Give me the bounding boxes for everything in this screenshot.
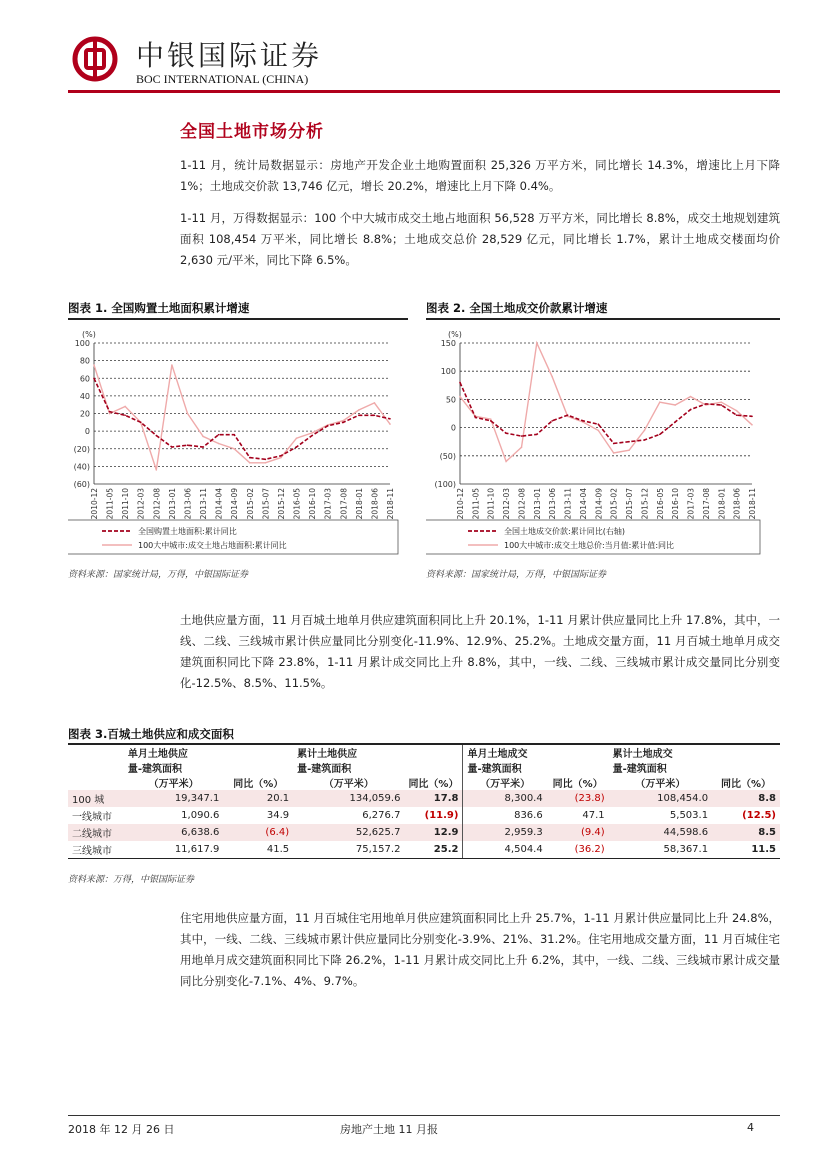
table-cell: (9.4): [547, 824, 609, 841]
x-tick-label: 2010-12: [456, 488, 465, 520]
y-tick-label: (40): [73, 462, 90, 472]
data-point: [659, 401, 661, 403]
data-point: [140, 422, 142, 424]
table-header-cell: 累计土地成交: [612, 749, 673, 760]
table-cell: 58,367.1: [609, 841, 712, 859]
y-tick-label: 100: [74, 339, 90, 348]
x-tick-label: 2011-10: [486, 488, 496, 520]
series-line: [460, 343, 752, 461]
data-point: [674, 421, 676, 423]
data-point: [311, 435, 313, 437]
x-tick-label: 2016-10: [671, 488, 681, 520]
table-header-cell: 同比（%）: [233, 779, 284, 790]
x-tick-label: 2017-03: [323, 488, 333, 520]
series-line: [94, 365, 390, 470]
brand-name-en: BOC INTERNATIONAL (CHINA): [136, 72, 309, 86]
y-tick-label: 80: [79, 356, 90, 366]
data-point: [233, 434, 235, 436]
x-tick-label: 2010-12: [90, 488, 99, 520]
data-point: [280, 457, 282, 459]
data-point: [342, 420, 344, 422]
data-point: [358, 414, 360, 416]
data-point: [124, 406, 126, 408]
table-header-cell: 同比（%）: [721, 779, 772, 790]
data-point: [311, 432, 313, 434]
figure-3-source: 资料来源：万得，中银国际证券: [68, 875, 195, 885]
data-point: [280, 455, 282, 457]
figure-2-source: 资料来源：国家统计局，万得，中银国际证券: [426, 570, 607, 580]
y-tick-label: 100: [440, 367, 456, 377]
table-cell: 108,454.0: [609, 790, 712, 807]
data-point: [521, 447, 523, 449]
data-point: [690, 409, 692, 411]
x-tick-label: 2016-10: [308, 488, 318, 520]
table-header-cell: 量-建筑面积: [297, 764, 352, 775]
data-point: [628, 449, 630, 451]
legend-label: 100大中城市:成交土地总价:当月值:累计值:同比: [504, 541, 675, 550]
figure-1-rule: [68, 318, 408, 320]
table-header-cell: 同比（%）: [552, 779, 603, 790]
table-header-cell: [404, 745, 463, 760]
table-cell: 2,959.3: [463, 824, 547, 841]
row-label: 三线城市: [68, 841, 124, 859]
data-point: [490, 418, 492, 420]
data-point: [374, 414, 376, 416]
data-point: [459, 396, 461, 398]
data-point: [249, 462, 251, 464]
data-point: [233, 448, 235, 450]
table-cell: 11,617.9: [124, 841, 223, 859]
figure-1-caption: 图表 1. 全国购置土地面积累计增速: [68, 301, 250, 315]
x-tick-label: 2016-05: [292, 488, 302, 520]
table-cell: 134,059.6: [293, 790, 404, 807]
figure-3-caption: 图表 3.百城土地供应和成交面积: [68, 727, 234, 741]
table-header-cell: 同比（%）: [408, 779, 459, 790]
data-point: [536, 434, 538, 436]
data-point: [598, 423, 600, 425]
y-tick-label: (20): [73, 444, 90, 454]
x-tick-label: 2013-01: [167, 488, 177, 520]
paragraph-2: 1-11 月，万得数据显示：100 个中大城市成交土地占地面积 56,528 万平方米，同比增长 8.8%，成交土地规划建筑面积 108,454 万平米，同比增长 8.8%；土地成交总价 28,529 亿元，同比增长 1.7%，累计土地成交楼面均价 2,630 元/平米，同比下降 6.5%。: [180, 211, 780, 267]
x-tick-label: 2018-01: [717, 488, 727, 520]
x-tick-label: 2011-05: [105, 488, 115, 520]
data-point: [551, 376, 553, 378]
table-header-row: [68, 745, 780, 760]
x-tick-label: 2018-01: [354, 488, 364, 520]
x-tick-label: 2018-11: [748, 488, 757, 520]
x-tick-label: 2012-08: [152, 488, 162, 520]
table-row: [68, 790, 780, 807]
x-tick-label: 2017-03: [686, 488, 696, 520]
table-header-row: [68, 775, 780, 790]
data-point: [720, 404, 722, 406]
data-point: [265, 462, 267, 464]
x-tick-label: 2015-12: [276, 488, 286, 520]
data-point: [265, 459, 267, 461]
table-cell: 20.1: [223, 790, 293, 807]
x-tick-label: 2014-04: [578, 488, 588, 520]
data-point: [720, 401, 722, 403]
table-cell: 75,157.2: [293, 841, 404, 859]
table-header-cell: 量-建筑面积: [612, 764, 667, 775]
table-cell: 1,090.6: [181, 810, 220, 821]
chart-2: [426, 322, 780, 562]
legend-label: 100大中城市:成交土地占地面积:累计同比: [138, 541, 287, 550]
y-tick-label: 0: [450, 423, 456, 433]
data-point: [296, 437, 298, 439]
x-tick-label: 2013-11: [199, 488, 209, 520]
data-point: [567, 414, 569, 416]
table-cell: 52,625.7: [293, 824, 404, 841]
data-point: [109, 411, 111, 413]
chart-1: [68, 322, 408, 562]
x-tick-label: 2013-01: [532, 488, 542, 520]
row-label: 一线城市: [72, 812, 112, 823]
x-tick-label: 2014-04: [214, 488, 224, 520]
legend-label: 全国购置土地面积:累计同比: [138, 527, 237, 536]
legend-label: 全国土地成交价款:累计同比(右轴): [504, 527, 625, 536]
data-point: [202, 446, 204, 448]
data-point: [644, 430, 646, 432]
table-cell: (23.8): [547, 790, 609, 807]
table-header-cell: （万平米）: [148, 779, 199, 790]
section-title: 全国土地市场分析: [180, 122, 324, 142]
data-point: [598, 430, 600, 432]
data-point: [505, 432, 507, 434]
y-tick-label: (60): [73, 480, 90, 489]
header-rule: [68, 90, 780, 93]
data-point: [674, 404, 676, 406]
table-cell: 5,503.1: [669, 810, 709, 821]
paragraph-4: 住宅用地供应量方面，11 月百城住宅用地单月供应建筑面积同比上升 25.7%，1-11 月累计供应量同比上升 24.8%，其中，一线、二线、三线城市累计供应量同比分别变化-3.9%、21%、31.2%。住宅用地成交量方面，11 月百城住宅用地单月成交建筑面积同比下降 26.2%，1-11 月累计成交同比上升 6.2%，其中，一线、二线、三线城市累计成交量同比分别变化-7.1%、4%、9.7%。: [180, 911, 780, 988]
table-header-cell: [223, 760, 293, 775]
data-point: [109, 413, 111, 415]
y-axis-unit: (%): [448, 330, 462, 339]
x-tick-label: 2013-06: [183, 488, 193, 520]
table-cell: (11.9): [424, 810, 459, 821]
data-point: [249, 457, 251, 459]
data-point: [475, 417, 477, 419]
table-header-cell: （万平米）: [463, 775, 547, 790]
table-header-cell: [68, 760, 124, 775]
data-point: [751, 416, 753, 418]
table-cell: 17.8: [404, 790, 463, 807]
table-cell: 8.5: [712, 824, 780, 841]
x-tick-label: 2011-05: [471, 488, 481, 520]
x-tick-label: 2012-03: [136, 488, 146, 520]
page-number: 4: [747, 1121, 754, 1134]
land-supply-table: [68, 745, 780, 859]
table-header-cell: [223, 745, 293, 760]
table-cell: (12.5): [742, 810, 776, 821]
y-tick-label: (50): [439, 451, 456, 461]
data-point: [644, 439, 646, 441]
row-label: 二线城市: [68, 824, 124, 841]
table-header-cell: [68, 775, 124, 790]
table-cell: 8,300.4: [463, 790, 547, 807]
table-row: [68, 824, 780, 841]
table-row: [68, 841, 780, 859]
data-point: [736, 410, 738, 412]
table-header-cell: 单月土地成交: [463, 745, 547, 760]
y-tick-label: 0: [84, 427, 90, 437]
table-cell: 836.6: [463, 807, 547, 824]
data-point: [582, 420, 584, 422]
table-header-row: [68, 760, 780, 775]
data-point: [171, 446, 173, 448]
table-cell: 25.2: [404, 841, 463, 859]
data-point: [342, 422, 344, 424]
y-tick-label: 150: [440, 339, 456, 348]
data-point: [296, 446, 298, 448]
x-tick-label: 2015-07: [625, 488, 635, 520]
data-point: [613, 452, 615, 454]
table-cell: 4,504.4: [463, 841, 547, 859]
table-header-cell: （万平米）: [323, 779, 374, 790]
x-tick-label: 2014-09: [230, 488, 240, 520]
data-point: [218, 434, 220, 436]
x-tick-label: 2017-08: [701, 488, 711, 520]
x-tick-label: 2016-05: [655, 488, 665, 520]
data-point: [218, 443, 220, 445]
y-axis-unit: (%): [82, 330, 96, 339]
paragraph-3: 土地供应量方面，11 月百城土地单月供应建筑面积同比上升 20.1%，1-11 月累计供应量同比上升 17.8%，其中，一线、二线、三线城市累计供应量同比分别变化-11.9%、12.9%、25.2%。土地成交量方面，11 月百城土地单月成交建筑面积同比下降 23.8%，1-11 月累计成交同比上升 8.8%，其中，一线、二线、三线城市累计成交量同比分别变化-12.5%、8.5%、11.5%。: [180, 613, 780, 690]
x-tick-label: 2017-08: [339, 488, 349, 520]
data-point: [551, 420, 553, 422]
footer-title: 房地产土地 11 月报: [340, 1123, 438, 1136]
table-cell: 19,347.1: [124, 790, 223, 807]
table-header-cell: [404, 760, 463, 775]
data-point: [389, 418, 391, 420]
table-cell: (36.2): [547, 841, 609, 859]
footer-date: 2018 年 12 月 26 日: [68, 1123, 175, 1136]
table-header-cell: 单月土地供应: [127, 749, 188, 760]
y-tick-label: 20: [79, 409, 90, 419]
x-tick-label: 2014-09: [594, 488, 604, 520]
table-cell: 44,598.6: [609, 824, 712, 841]
table-header-cell: [712, 745, 780, 760]
x-tick-label: 2018-11: [386, 488, 395, 520]
data-point: [690, 396, 692, 398]
data-point: [93, 377, 95, 379]
data-point: [521, 435, 523, 437]
figure-2-caption: 图表 2. 全国土地成交价款累计增速: [426, 301, 608, 315]
table-header-cell: [68, 745, 124, 760]
data-point: [156, 469, 158, 471]
data-point: [505, 461, 507, 463]
y-tick-label: (100): [434, 480, 456, 489]
y-tick-label: 60: [79, 374, 90, 384]
table-cell: 41.5: [223, 841, 293, 859]
data-point: [374, 402, 376, 404]
table-row: [68, 807, 780, 824]
x-tick-label: 2015-07: [261, 488, 271, 520]
table-header-cell: [547, 745, 609, 760]
x-tick-label: 2013-11: [563, 488, 573, 520]
data-point: [736, 414, 738, 416]
table-cell: (6.4): [223, 824, 293, 841]
data-point: [536, 342, 538, 344]
table-header-cell: 累计土地供应: [297, 749, 358, 760]
data-point: [171, 364, 173, 366]
data-point: [459, 382, 461, 384]
footer-rule: [68, 1115, 780, 1116]
data-point: [751, 424, 753, 426]
y-tick-label: 40: [79, 391, 90, 401]
series-line: [460, 383, 752, 444]
data-point: [490, 420, 492, 422]
table-cell: 34.9: [266, 810, 290, 821]
table-header-cell: [547, 760, 609, 775]
table-header-cell: （万平米）: [635, 779, 686, 790]
x-tick-label: 2018-06: [370, 488, 380, 520]
row-label: 100 城: [68, 790, 124, 807]
table-cell: 47.1: [582, 810, 605, 821]
table-header-cell: 量-建筑面积: [127, 764, 183, 775]
table-header-cell: [712, 760, 780, 775]
table-cell: 6,638.6: [124, 824, 223, 841]
data-point: [613, 443, 615, 445]
x-tick-label: 2012-08: [517, 488, 527, 520]
table-cell: 12.9: [404, 824, 463, 841]
data-point: [705, 403, 707, 405]
table-cell: 11.5: [712, 841, 780, 859]
x-tick-label: 2015-02: [609, 488, 619, 520]
x-tick-label: 2018-06: [732, 488, 742, 520]
data-point: [124, 414, 126, 416]
x-tick-label: 2013-06: [548, 488, 558, 520]
data-point: [389, 423, 391, 425]
data-point: [628, 441, 630, 443]
data-point: [202, 436, 204, 438]
brand-name-cn: 中银国际证券: [136, 39, 323, 72]
x-tick-label: 2012-03: [502, 488, 512, 520]
data-point: [187, 444, 189, 446]
table-cell: 6,276.7: [362, 810, 401, 821]
data-point: [93, 364, 95, 366]
x-tick-label: 2011-10: [121, 488, 131, 520]
data-point: [156, 435, 158, 437]
y-tick-label: 50: [445, 395, 456, 405]
data-point: [659, 434, 661, 436]
data-point: [327, 425, 329, 427]
x-tick-label: 2015-02: [245, 488, 255, 520]
data-point: [358, 409, 360, 411]
figure-1-source: 资料来源：国家统计局，万得，中银国际证券: [68, 570, 249, 580]
data-point: [187, 413, 189, 415]
table-cell: 8.8: [712, 790, 780, 807]
x-tick-label: 2015-12: [640, 488, 650, 520]
paragraph-1: 1-11 月，统计局数据显示：房地产开发企业土地购置面积 25,326 万平方米，同比增长 14.3%，增速比上月下降 1%；土地成交价款 13,746 亿元，增长 20.2%，增速比上月下降 0.4%。: [180, 158, 780, 193]
figure-2-rule: [426, 318, 780, 320]
boc-logo: [72, 36, 118, 82]
table-header-cell: 量-建筑面积: [463, 760, 547, 775]
